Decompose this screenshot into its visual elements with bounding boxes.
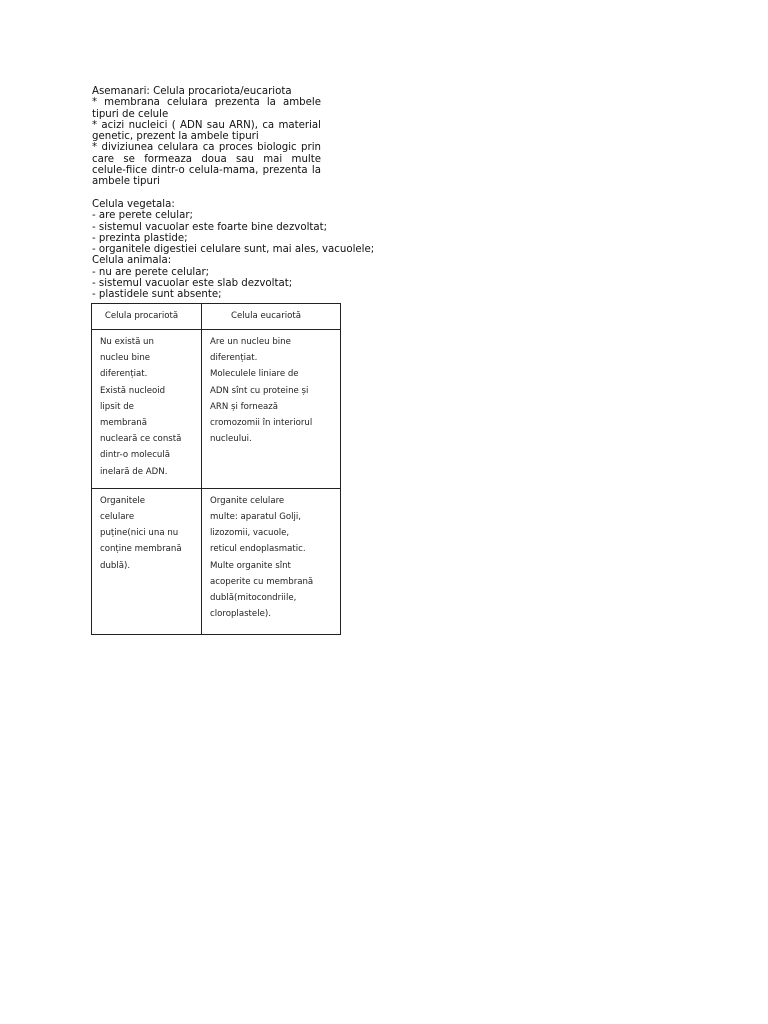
cell-line: Moleculele liniare de — [210, 369, 299, 380]
cell-line: membrană — [100, 418, 147, 429]
cell-line: inelară de ADN. — [100, 466, 168, 477]
paragraph-gap — [92, 188, 378, 199]
cell-prokaryote-nucleus — [92, 330, 202, 489]
header-eukaryote: Celula eucariotă — [202, 304, 341, 330]
plant-cell-item: - prezinta plastide; — [92, 232, 188, 244]
similarity-line: care se formeaza doua sau mai multe — [92, 153, 321, 165]
similarity-line: * diviziunea celulara ca proces biologic prin — [92, 142, 321, 154]
cell-line: dublă). — [100, 560, 131, 571]
cell-line: dintr-o moleculă — [100, 450, 171, 461]
cell-line: reticul endoplasmatic. — [210, 544, 306, 555]
cell-line: conține membrană — [100, 544, 182, 555]
comparison-table — [91, 303, 341, 635]
cell-line: multe: aparatul Golji, — [210, 512, 302, 523]
cell-line: ARN și fornează — [210, 401, 279, 412]
cell-line: Multe organite sînt — [210, 560, 291, 571]
similarity-line: celule-fiice dintr-o celula-mama, prezenta la — [92, 165, 321, 177]
cell-prokaryote-organelles — [92, 488, 202, 634]
animal-cell-item: - nu are perete celular; — [92, 266, 210, 278]
table-row — [92, 330, 341, 489]
similarity-line: ambele tipuri — [92, 176, 161, 188]
cell-eukaryote-nucleus — [202, 330, 341, 489]
cell-line: celulare — [100, 512, 135, 523]
cell-line: Organite celulare — [210, 495, 285, 506]
cell-line: nucleară ce constă — [100, 434, 182, 445]
cell-line: cromozomii în interiorul — [210, 418, 313, 429]
cell-line: dublă(mitocondriile, — [210, 593, 297, 604]
similarity-line: genetic, prezent la ambele tipuri — [92, 131, 259, 143]
cell-line: Există nucleoid — [100, 385, 166, 396]
cell-line: diferențiat. — [210, 353, 258, 364]
header-prokaryote: Celula procariotă — [92, 304, 202, 330]
cell-eukaryote-organelles — [202, 488, 341, 634]
cell-line: ADN sînt cu proteine și — [210, 385, 309, 396]
similarity-line: * membrana celulara prezenta la ambele — [92, 97, 321, 109]
cell-line: nucleu bine — [100, 353, 151, 364]
animal-cell-heading: Celula animala: — [92, 255, 172, 267]
cell-line: puține(nici una nu — [100, 528, 179, 539]
cell-line: lizozomii, vacuole, — [210, 528, 290, 539]
cell-line: diferențiat. — [100, 369, 148, 380]
cell-line: Nu există un — [100, 337, 154, 347]
cell-line: acoperite cu membrană — [210, 576, 314, 587]
cell-line: Organitele — [100, 495, 146, 506]
cell-line: lipsit de — [100, 401, 134, 412]
cell-line: nucleului. — [210, 434, 252, 445]
document-text — [92, 86, 378, 301]
table-header-row — [92, 304, 341, 330]
table-row — [92, 488, 341, 634]
plant-cell-heading: Celula vegetala: — [92, 198, 175, 210]
similarity-line: tipuri de celule — [92, 108, 169, 120]
similarity-line: * acizi nucleici ( ADN sau ARN), ca material — [92, 119, 321, 131]
similarities-heading: Asemanari: Celula procariota/eucariota — [92, 86, 292, 97]
animal-cell-item: - sistemul vacuolar este slab dezvoltat; — [92, 278, 293, 290]
plant-cell-item: - sistemul vacuolar este foarte bine dezvoltat; — [92, 221, 328, 233]
cell-line: cloroplastele). — [210, 609, 271, 620]
plant-cell-item: - organitele digestiei celulare sunt, mai ales, vacuolele; — [92, 244, 375, 256]
cell-line: Are un nucleu bine — [210, 337, 291, 347]
plant-cell-item: - are perete celular; — [92, 210, 193, 222]
animal-cell-item: - plastidele sunt absente; — [92, 289, 222, 301]
